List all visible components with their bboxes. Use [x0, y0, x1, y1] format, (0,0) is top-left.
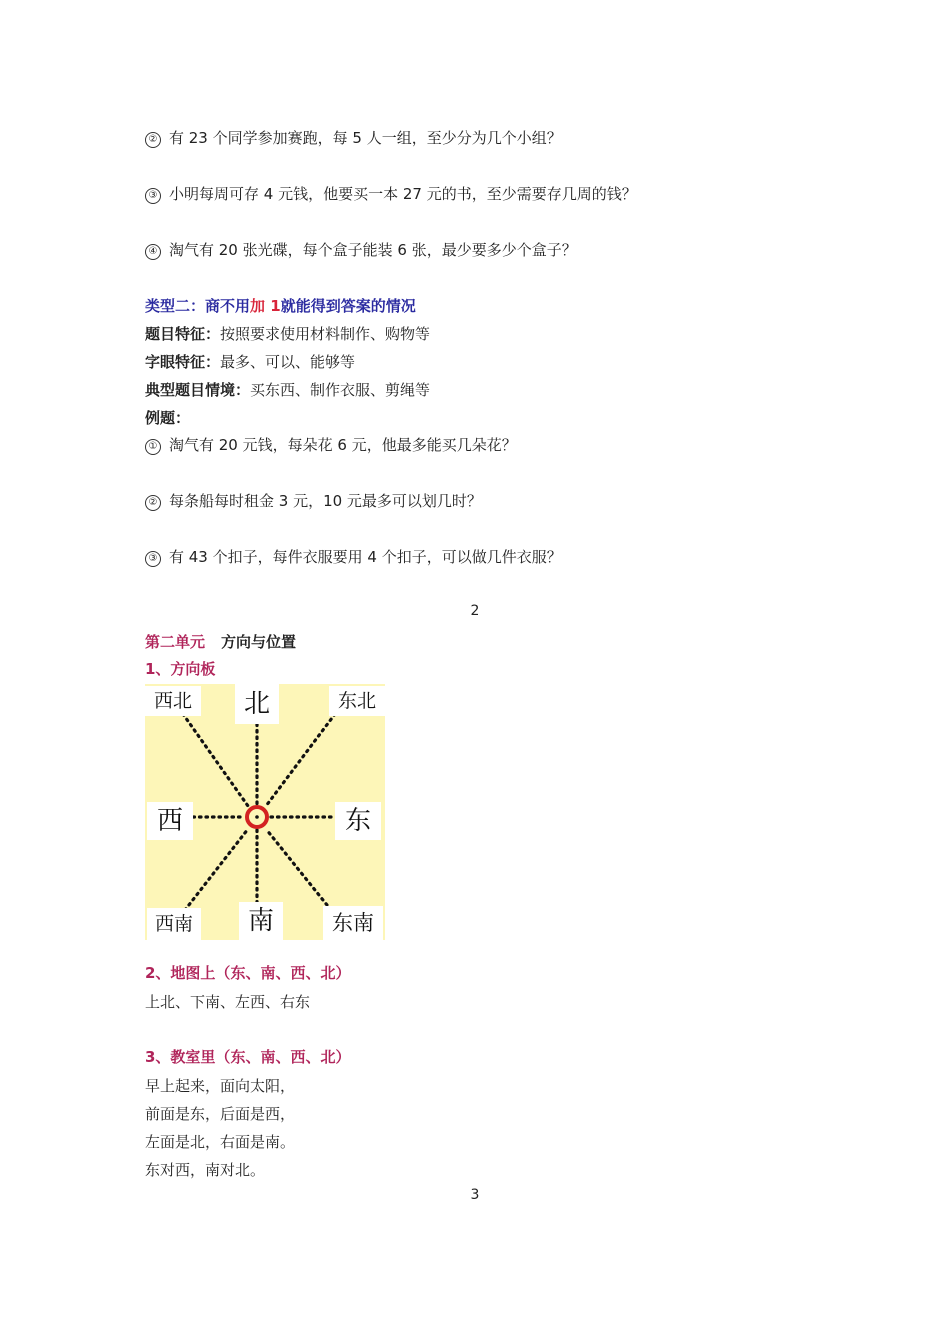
question-text: 淘气有 20 张光碟，每个盒子能装 6 张，最少要多少个盒子？: [169, 241, 577, 259]
section-2-heading: 2、地图上（东、南、西、北）: [145, 964, 351, 982]
example-number: ①: [145, 439, 161, 455]
example-text: 淘气有 20 元钱，每朵花 6 元，他最多能买几朵花？: [169, 436, 517, 454]
question-text: 有 23 个同学参加赛跑，每 5 人一组，至少分为几个小组？: [169, 129, 562, 147]
question-3: [145, 183, 637, 205]
rhyme-line: 左面是北，右面是南。: [145, 1133, 296, 1151]
label-east: 东: [335, 802, 381, 840]
type2-title-a: 类型二：商不用: [145, 297, 251, 315]
label-northeast: 东北: [329, 686, 385, 716]
section-3-heading: 3、教室里（东、南、西、北）: [145, 1048, 351, 1066]
example-1: [145, 434, 517, 456]
type2-scene: [145, 379, 430, 401]
question-number: ④: [145, 244, 161, 260]
unit2-heading: [145, 631, 296, 653]
type2-keyword: [145, 351, 355, 373]
scene-label: 典型题目情境：: [145, 381, 251, 399]
feature-text: 按照要求使用材料制作、购物等: [220, 325, 431, 343]
page-number: 3: [470, 1187, 480, 1203]
keyword-label: 字眼特征：: [145, 353, 221, 371]
direction-board: [145, 684, 385, 940]
question-number: ③: [145, 188, 161, 204]
label-south: 南: [239, 902, 283, 940]
label-west: 西: [147, 802, 193, 840]
example-3: [145, 546, 562, 568]
example-text: 有 43 个扣子，每件衣服要用 4 个扣子，可以做几件衣服？: [169, 548, 562, 566]
center-dot: [255, 815, 259, 819]
feature-label: 题目特征：: [145, 325, 221, 343]
type2-heading: [145, 295, 416, 317]
example-text: 每条船每时租金 3 元，10 元最多可以划几时？: [169, 492, 482, 510]
rhyme-line: 前面是东，后面是西，: [145, 1105, 296, 1123]
unit-title: 方向与位置: [221, 633, 297, 651]
page-number: 2: [470, 603, 480, 619]
question-text: 小明每周可存 4 元钱，他要买一本 27 元的书，至少需要存几周的钱？: [169, 185, 637, 203]
rhyme-line: 早上起来，面向太阳，: [145, 1077, 296, 1095]
section-2-text: 上北、下南、左西、右东: [145, 993, 311, 1011]
label-southeast: 东南: [323, 906, 383, 940]
type2-title-b: 就能得到答案的情况: [280, 297, 416, 315]
type2-title-red: 加 1: [250, 297, 281, 315]
example-2: [145, 490, 482, 512]
example-label: 例题：: [145, 409, 191, 427]
keyword-text: 最多、可以、能够等: [220, 353, 356, 371]
label-north: 北: [235, 684, 279, 724]
scene-text: 买东西、制作衣服、剪绳等: [250, 381, 431, 399]
section-1-heading: 1、方向板: [145, 660, 216, 678]
label-southwest: 西南: [147, 908, 201, 940]
type2-feature: [145, 323, 430, 345]
question-2: [145, 127, 562, 149]
label-northwest: 西北: [145, 686, 201, 716]
unit-label: 第二单元: [145, 633, 206, 651]
example-number: ②: [145, 495, 161, 511]
rhyme-line: 东对西，南对北。: [145, 1161, 266, 1179]
question-number: ②: [145, 132, 161, 148]
example-number: ③: [145, 551, 161, 567]
question-4: [145, 239, 577, 261]
